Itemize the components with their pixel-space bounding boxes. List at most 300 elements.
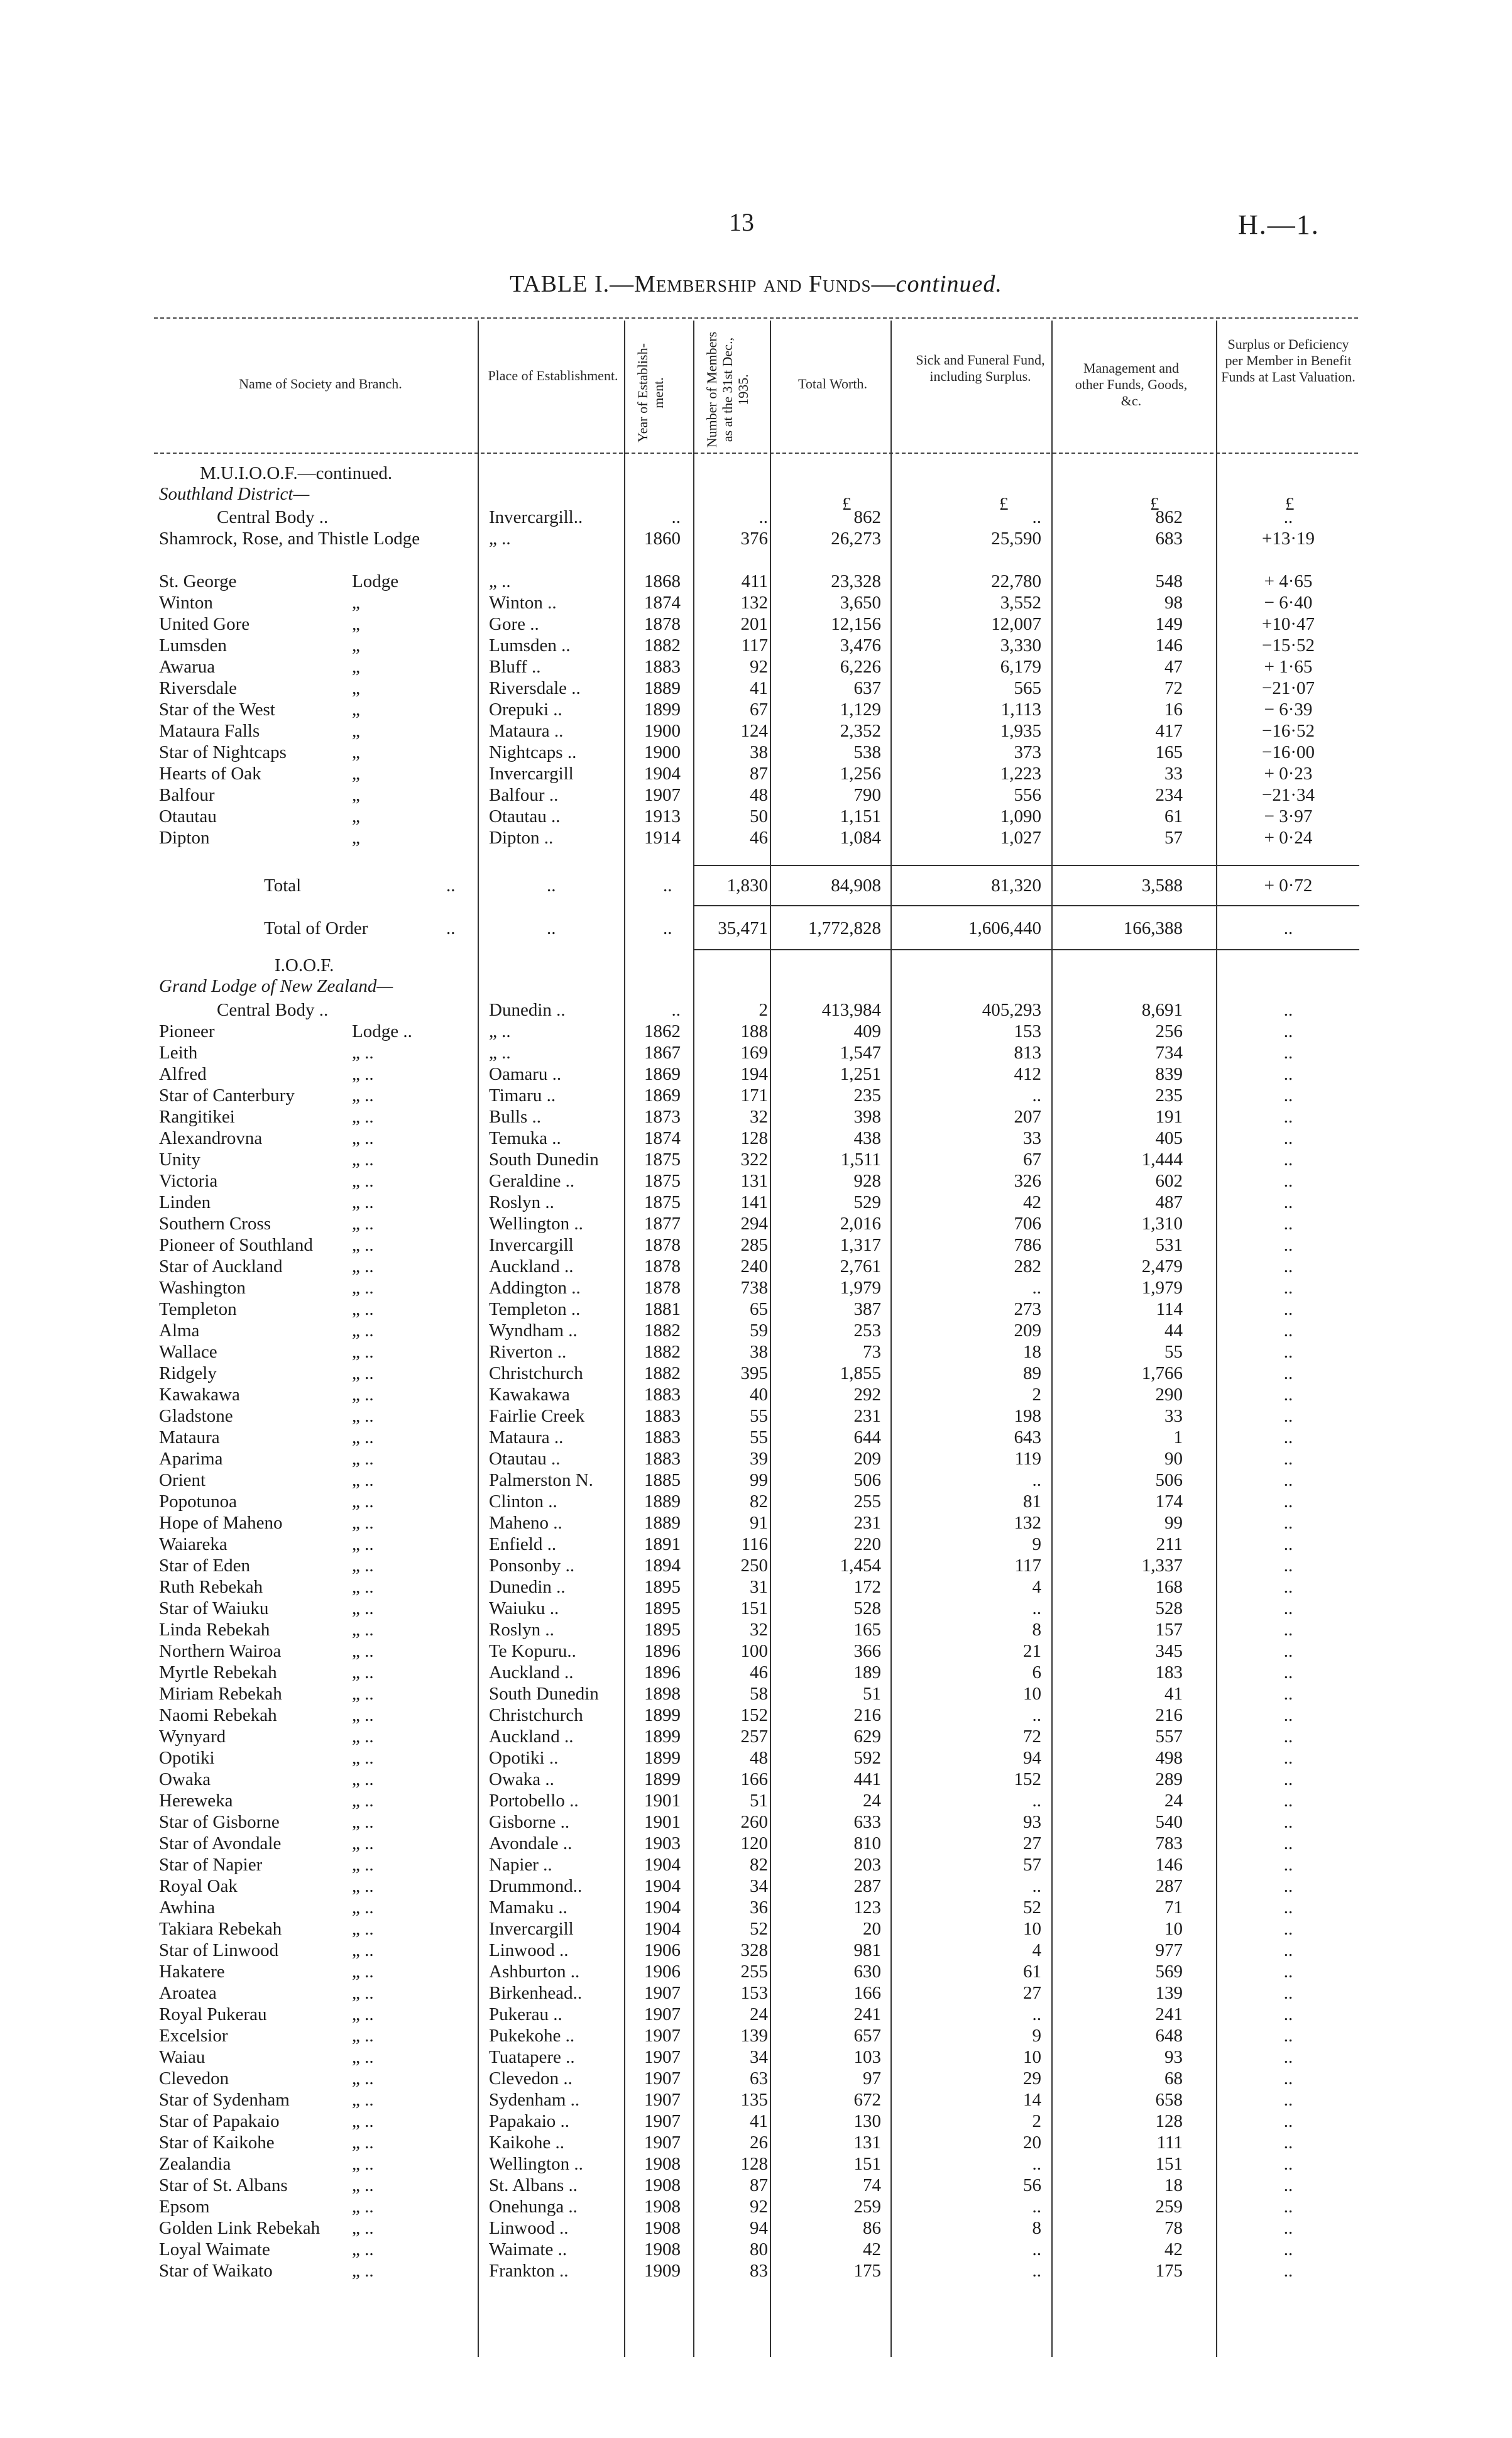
cell-year: 1908 <box>644 2218 681 2238</box>
cell-year: 1909 <box>644 2261 681 2281</box>
cell-place: Oamaru .. <box>489 1064 562 1084</box>
cell-name: Royal Oak <box>159 1876 238 1896</box>
cell-year: 1874 <box>644 1128 681 1148</box>
cell-mgmt: 151 <box>1155 2154 1183 2174</box>
cell-members: 139 <box>740 2026 768 2046</box>
cell-lodge: „ .. <box>352 1256 374 1277</box>
cell-lodge: „ .. <box>352 1983 374 2003</box>
cell-sick: 61 <box>1023 1962 1041 1982</box>
cell-sick: 18 <box>1023 1342 1041 1362</box>
cell-worth: 175 <box>853 2261 881 2281</box>
cell-mgmt: 648 <box>1155 2026 1183 2046</box>
table-row <box>0 1790 1512 1811</box>
cell-surplus: .. <box>1283 1556 1293 1576</box>
cell-year: 1904 <box>644 1897 681 1918</box>
cell-mgmt: 287 <box>1155 1876 1183 1896</box>
cell-year: 1875 <box>644 1171 681 1191</box>
cell-name: Victoria <box>159 1171 218 1191</box>
cell-worth: 1,256 <box>840 764 881 784</box>
cell-surplus: .. <box>1283 1791 1293 1811</box>
cell-lodge: „ .. <box>352 2047 374 2067</box>
cell-members: 87 <box>750 2175 768 2195</box>
cell-members: 257 <box>740 1727 768 1747</box>
cell-worth: 1,084 <box>840 828 881 848</box>
cell-lodge: „ .. <box>352 1769 374 1789</box>
cell-lodge: „ .. <box>352 1342 374 1362</box>
cell-sick: 56 <box>1023 2175 1041 2195</box>
cell-lodge: „ .. <box>352 1855 374 1875</box>
cell-worth: 24 <box>863 1791 881 1811</box>
cell-sick: 282 <box>1014 1256 1041 1277</box>
cell-worth: 6,226 <box>840 657 881 677</box>
cell-members: 38 <box>750 1342 768 1362</box>
cell-place: Balfour .. <box>489 785 559 805</box>
cell-sick: 22,780 <box>991 571 1041 591</box>
cell-members: 80 <box>750 2239 768 2260</box>
cell-name: Aparima <box>159 1449 223 1469</box>
cell-worth: 441 <box>853 1769 881 1789</box>
table-row <box>0 1085 1512 1106</box>
cell-mgmt: 1 <box>1173 1427 1183 1447</box>
cell-year: 1862 <box>644 1021 681 1041</box>
cell-sick: .. <box>1032 1278 1041 1298</box>
cell-place: Lumsden .. <box>489 635 571 656</box>
cell-name: Epsom <box>159 2197 210 2217</box>
cell-members: 120 <box>740 1833 768 1853</box>
cell-surplus: .. <box>1283 1962 1293 1982</box>
cell-name: Awhina <box>159 1897 216 1918</box>
cell-mgmt: 47 <box>1164 657 1183 677</box>
cell-year: 1898 <box>644 1684 681 1704</box>
cell-sick: 21 <box>1023 1641 1041 1661</box>
total-dots-2: .. <box>547 876 556 896</box>
cell-lodge: Lodge .. <box>352 1021 412 1041</box>
cell-mgmt: 1,979 <box>1141 1278 1183 1298</box>
cell-sick: 9 <box>1032 2026 1041 2046</box>
cell-year: 1900 <box>644 721 681 741</box>
cell-place: Dunedin .. <box>489 1577 566 1597</box>
cell-lodge: „ <box>352 785 360 805</box>
cell-members: 32 <box>750 1107 768 1127</box>
cell-place: Kawakawa <box>489 1385 570 1405</box>
cell-members: 34 <box>750 2047 768 2067</box>
cell-sick: 29 <box>1023 2068 1041 2089</box>
cell-place: South Dunedin <box>489 1150 599 1170</box>
cell-year: 1875 <box>644 1150 681 1170</box>
section-ioof-title-text: I.O.O.F. <box>275 955 334 975</box>
cell-lodge: „ .. <box>352 2239 374 2260</box>
cell-place: Nightcaps .. <box>489 742 577 762</box>
table-row <box>0 1063 1512 1085</box>
cell-place: Auckland .. <box>489 1256 574 1277</box>
total-order-mgmt: 166,388 <box>1123 918 1183 938</box>
cell-mgmt: 977 <box>1155 1940 1183 1960</box>
cell-worth: 1,129 <box>840 700 881 720</box>
cell-sick: 273 <box>1014 1299 1041 1319</box>
total-order-surplus: .. <box>1283 918 1293 938</box>
table-row <box>0 1106 1512 1128</box>
cell-lodge: „ .. <box>352 1513 374 1533</box>
cell-sick: 813 <box>1014 1043 1041 1063</box>
cell-name: Central Body .. <box>217 507 329 527</box>
cell-worth: 398 <box>853 1107 881 1127</box>
header-mgmt: Management and other Funds, Goods, &c. <box>1075 360 1188 409</box>
cell-worth: 409 <box>853 1021 881 1041</box>
cell-surplus: .. <box>1283 2197 1293 2217</box>
cell-members: 322 <box>740 1150 768 1170</box>
cell-sick: 33 <box>1023 1128 1041 1148</box>
cell-worth: 103 <box>853 2047 881 2067</box>
cell-lodge: „ .. <box>352 1556 374 1576</box>
cell-sick: .. <box>1032 507 1041 527</box>
table-row <box>0 1021 1512 1042</box>
header-place: Place of Establishment. <box>488 368 618 383</box>
cell-worth: 1,511 <box>840 1150 881 1170</box>
table-row <box>0 1149 1512 1170</box>
cell-mgmt: 531 <box>1155 1235 1183 1255</box>
cell-surplus: .. <box>1283 2004 1293 2024</box>
cell-year: 1885 <box>644 1470 681 1490</box>
cell-mgmt: 8,691 <box>1141 1000 1183 1020</box>
cell-sick: 14 <box>1023 2090 1041 2110</box>
cell-place: Geraldine .. <box>489 1171 575 1191</box>
cell-sick: 12,007 <box>991 614 1041 634</box>
cell-surplus: .. <box>1283 1769 1293 1789</box>
cell-year: 1907 <box>644 2047 681 2067</box>
table-row <box>0 1234 1512 1256</box>
cell-lodge: „ .. <box>352 2175 374 2195</box>
table-row <box>0 720 1512 742</box>
cell-sick: 93 <box>1023 1812 1041 1832</box>
total-order-dots-2: .. <box>547 918 556 938</box>
cell-surplus: −21·34 <box>1261 785 1315 805</box>
cell-surplus: − 6·39 <box>1264 700 1313 720</box>
table-row <box>0 2260 1512 2282</box>
cell-members: 100 <box>740 1641 768 1661</box>
cell-year: 1904 <box>644 1919 681 1939</box>
cell-name: Awarua <box>159 657 216 677</box>
cell-place: Temuka .. <box>489 1128 561 1148</box>
cell-sick: 27 <box>1023 1983 1041 2003</box>
cell-members: 328 <box>740 1940 768 1960</box>
cell-year: 1867 <box>644 1043 681 1063</box>
cell-mgmt: 72 <box>1164 678 1183 698</box>
cell-year: 1904 <box>644 1855 681 1875</box>
cell-place: Frankton .. <box>489 2261 569 2281</box>
cell-name: Star of Auckland <box>159 1256 283 1277</box>
cell-place: Mataura .. <box>489 721 564 741</box>
total-dots-1: .. <box>446 876 456 896</box>
table-row <box>0 1875 1512 1897</box>
section-muioof-title-text: M.U.I.O.O.F.—continued. <box>200 463 393 483</box>
cell-members: 50 <box>750 806 768 826</box>
cell-lodge: „ .. <box>352 1085 374 1106</box>
table-row <box>0 1982 1512 2004</box>
cell-lodge: „ <box>352 806 360 826</box>
cell-name: Star of Waiuku <box>159 1598 269 1618</box>
cell-place: Templeton .. <box>489 1299 581 1319</box>
cell-place: Pukekohe .. <box>489 2026 575 2046</box>
cell-year: 1878 <box>644 1278 681 1298</box>
table-row <box>0 1662 1512 1683</box>
cell-name: Ridgely <box>159 1363 217 1383</box>
table-row <box>0 613 1512 635</box>
cell-sick: 89 <box>1023 1363 1041 1383</box>
cell-members: 131 <box>740 1171 768 1191</box>
cell-surplus: −21·07 <box>1261 678 1315 698</box>
cell-name: Star of Gisborne <box>159 1812 280 1832</box>
cell-place: Te Kopuru.. <box>489 1641 576 1661</box>
cell-name: Hope of Maheno <box>159 1513 283 1533</box>
total-surplus: + 0·72 <box>1264 876 1313 896</box>
cell-place: Christchurch <box>489 1363 583 1383</box>
cell-place: Invercargill <box>489 1919 574 1939</box>
cell-sick: 405,293 <box>982 1000 1041 1020</box>
cell-lodge: „ .. <box>352 1171 374 1191</box>
cell-surplus: .. <box>1283 1363 1293 1383</box>
section-southland-district-text: Southland District— <box>159 484 310 504</box>
cell-surplus: .. <box>1283 1940 1293 1960</box>
cell-place: Ponsonby .. <box>489 1556 575 1576</box>
section-grand-lodge-text: Grand Lodge of New Zealand— <box>159 976 393 996</box>
cell-name: Opotiki <box>159 1748 215 1768</box>
cell-mgmt: 183 <box>1155 1662 1183 1683</box>
currency-surplus: £ <box>1285 494 1295 514</box>
cell-place: Invercargill <box>489 1235 574 1255</box>
cell-surplus: .. <box>1283 1021 1293 1041</box>
cell-place: Palmerston N. <box>489 1470 593 1490</box>
cell-year: 1877 <box>644 1214 681 1234</box>
cell-year: .. <box>671 1000 681 1020</box>
cell-members: 41 <box>750 678 768 698</box>
table-row <box>0 571 1512 592</box>
cell-name: Alfred <box>159 1064 207 1084</box>
cell-members: 169 <box>740 1043 768 1063</box>
cell-worth: 1,251 <box>840 1064 881 1084</box>
cell-sick: 2 <box>1032 2111 1041 2131</box>
table-row <box>0 2153 1512 2175</box>
page-number: 13 <box>729 208 754 236</box>
cell-surplus: .. <box>1283 1000 1293 1020</box>
cell-surplus: .. <box>1283 1662 1293 1683</box>
cell-place: Drummond.. <box>489 1876 583 1896</box>
cell-lodge: „ .. <box>352 2197 374 2217</box>
cell-lodge: „ .. <box>352 1192 374 1212</box>
cell-worth: 123 <box>853 1897 881 1918</box>
cell-sick: 153 <box>1014 1021 1041 1041</box>
currency-mgmt: £ <box>1150 494 1159 514</box>
cell-mgmt: 90 <box>1164 1449 1183 1469</box>
table-row <box>0 1619 1512 1640</box>
table-row <box>0 1256 1512 1277</box>
cell-mgmt: 41 <box>1164 1684 1183 1704</box>
cell-mgmt: 290 <box>1155 1385 1183 1405</box>
cell-worth: 23,328 <box>831 571 881 591</box>
cell-place: Waimate .. <box>489 2239 567 2260</box>
cell-surplus: .. <box>1283 1513 1293 1533</box>
cell-surplus: .. <box>1283 1278 1293 1298</box>
cell-year: 1895 <box>644 1620 681 1640</box>
cell-year: 1914 <box>644 828 681 848</box>
cell-place: Winton .. <box>489 593 557 613</box>
cell-lodge: „ .. <box>352 1620 374 1640</box>
cell-year: 1913 <box>644 806 681 826</box>
cell-surplus: + 1·65 <box>1264 657 1313 677</box>
cell-lodge: „ .. <box>352 1470 374 1490</box>
cell-sick: .. <box>1032 1791 1041 1811</box>
cell-members: 55 <box>750 1427 768 1447</box>
table-row <box>0 1918 1512 1940</box>
cell-surplus: .. <box>1283 2133 1293 2153</box>
cell-name: Golden Link Rebekah <box>159 2218 320 2238</box>
cell-sick: 1,027 <box>1000 828 1041 848</box>
cell-year: 1904 <box>644 764 681 784</box>
cell-name: Owaka <box>159 1769 211 1789</box>
total-order-dots-3: .. <box>663 918 672 938</box>
cell-worth: 51 <box>863 1684 881 1704</box>
cell-sick: 132 <box>1014 1513 1041 1533</box>
cell-name: Winton <box>159 593 213 613</box>
cell-surplus: + 0·24 <box>1264 828 1313 848</box>
cell-name: Kawakawa <box>159 1385 240 1405</box>
cell-year: 1891 <box>644 1534 681 1554</box>
cell-worth: 2,352 <box>840 721 881 741</box>
cell-lodge: „ .. <box>352 1962 374 1982</box>
cell-mgmt: 57 <box>1164 828 1183 848</box>
cell-lodge: „ .. <box>352 2090 374 2110</box>
cell-surplus: .. <box>1283 1321 1293 1341</box>
cell-name: Star of the West <box>159 700 275 720</box>
cell-worth: 637 <box>853 678 881 698</box>
cell-members: 24 <box>750 2004 768 2024</box>
cell-place: St. Albans .. <box>489 2175 578 2195</box>
cell-year: 1907 <box>644 2133 681 2153</box>
cell-worth: 1,979 <box>840 1278 881 1298</box>
cell-surplus: .. <box>1283 1107 1293 1127</box>
cell-year: 1903 <box>644 1833 681 1853</box>
cell-worth: 506 <box>853 1470 881 1490</box>
cell-members: 39 <box>750 1449 768 1469</box>
cell-name: Linda Rebekah <box>159 1620 270 1640</box>
table-row <box>0 1213 1512 1234</box>
cell-lodge: „ .. <box>352 1598 374 1618</box>
table-row <box>0 635 1512 656</box>
total-dots-3: .. <box>663 876 672 896</box>
cell-sick: 152 <box>1014 1769 1041 1789</box>
cell-members: 128 <box>740 2154 768 2174</box>
cell-place: Wellington .. <box>489 1214 583 1234</box>
cell-year: 1878 <box>644 1235 681 1255</box>
cell-surplus: + 0·23 <box>1264 764 1313 784</box>
cell-surplus: .. <box>1283 1256 1293 1277</box>
section-grand-lodge <box>159 976 393 997</box>
cell-surplus: .. <box>1283 1727 1293 1747</box>
cell-lodge: „ .. <box>352 1385 374 1405</box>
cell-worth: 241 <box>853 2004 881 2024</box>
cell-worth: 928 <box>853 1171 881 1191</box>
cell-members: 188 <box>740 1021 768 1041</box>
cell-members: 117 <box>741 635 768 656</box>
cell-members: 83 <box>750 2261 768 2281</box>
cell-place: Napier .. <box>489 1855 552 1875</box>
cell-worth: 216 <box>853 1705 881 1725</box>
cell-name: Star of Papakaio <box>159 2111 280 2131</box>
cell-worth: 220 <box>853 1534 881 1554</box>
cell-name: Southern Cross <box>159 1214 271 1234</box>
cell-name: Balfour <box>159 785 215 805</box>
cell-sick: .. <box>1032 1876 1041 1896</box>
cell-name: Star of Sydenham <box>159 2090 290 2110</box>
cell-surplus: .. <box>1283 1748 1293 1768</box>
total-mgmt: 3,588 <box>1141 876 1183 896</box>
cell-members: 376 <box>740 529 768 549</box>
cell-members: 48 <box>750 785 768 805</box>
cell-worth: 26,273 <box>831 529 881 549</box>
cell-mgmt: 139 <box>1155 1983 1183 2003</box>
cell-surplus: .. <box>1283 1641 1293 1661</box>
cell-year: 1881 <box>644 1299 681 1319</box>
cell-mgmt: 216 <box>1155 1705 1183 1725</box>
cell-place: Owaka .. <box>489 1769 554 1789</box>
cell-place: Mamaku .. <box>489 1897 567 1918</box>
cell-year: 1899 <box>644 1769 681 1789</box>
cell-year: 1896 <box>644 1641 681 1661</box>
cell-worth: 592 <box>853 1748 881 1768</box>
cell-surplus: − 3·97 <box>1264 806 1313 826</box>
cell-year: 1875 <box>644 1192 681 1212</box>
table-title-continued: continued. <box>896 271 1002 297</box>
table-row <box>0 1961 1512 1982</box>
table-row <box>0 1534 1512 1555</box>
cell-name: Zealandia <box>159 2154 231 2174</box>
cell-place: „ .. <box>489 1043 511 1063</box>
table-title <box>0 270 1512 298</box>
cell-worth: 235 <box>853 1085 881 1106</box>
cell-sick: 20 <box>1023 2133 1041 2153</box>
cell-place: Papakaio .. <box>489 2111 570 2131</box>
cell-worth: 413,984 <box>821 1000 881 1020</box>
cell-sick: 3,552 <box>1000 593 1041 613</box>
cell-members: 94 <box>750 2218 768 2238</box>
cell-place: Onehunga .. <box>489 2197 578 2217</box>
cell-lodge: „ <box>352 721 360 741</box>
cell-worth: 1,151 <box>840 806 881 826</box>
cell-members: 92 <box>750 657 768 677</box>
cell-members: 124 <box>740 721 768 741</box>
cell-name: Popotunoa <box>159 1491 238 1512</box>
cell-year: 1882 <box>644 1342 681 1362</box>
total-order-members: 35,471 <box>718 918 768 938</box>
cell-surplus: .. <box>1283 1812 1293 1832</box>
cell-year: 1899 <box>644 1705 681 1725</box>
cell-mgmt: 18 <box>1164 2175 1183 2195</box>
cell-year: 1906 <box>644 1962 681 1982</box>
cell-sick: 27 <box>1023 1833 1041 1853</box>
cell-place: Invercargill <box>489 764 574 784</box>
cell-name: Waiareka <box>159 1534 227 1554</box>
cell-worth: 209 <box>853 1449 881 1469</box>
cell-surplus: .. <box>1283 1064 1293 1084</box>
cell-year: 1904 <box>644 1876 681 1896</box>
cell-sick: .. <box>1032 1085 1041 1106</box>
cell-worth: 657 <box>853 2026 881 2046</box>
cell-name: Star of Kaikohe <box>159 2133 275 2153</box>
cell-year: 1883 <box>644 1385 681 1405</box>
table-row <box>0 1277 1512 1299</box>
cell-place: Addington .. <box>489 1278 581 1298</box>
cell-mgmt: 839 <box>1155 1064 1183 1084</box>
cell-surplus: .. <box>1283 1299 1293 1319</box>
